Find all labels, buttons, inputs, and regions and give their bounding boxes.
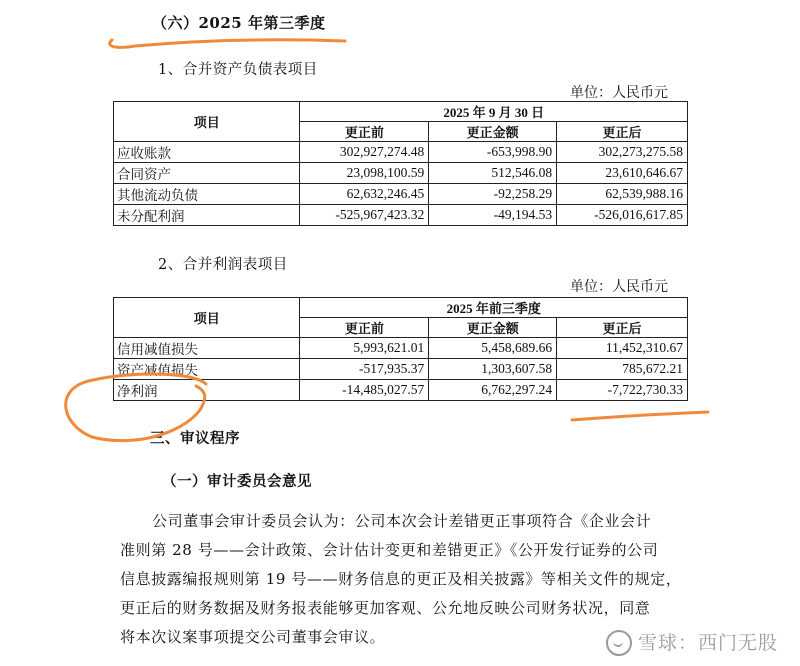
table-header-row [114,298,688,318]
section-review-procedure: 三、审议程序 [150,430,240,447]
cell: 23,610,646.67 [557,163,688,184]
cell: -653,998.90 [429,142,557,163]
cell: 5,993,621.01 [300,338,429,359]
net-profit-underline-stroke [572,412,708,420]
header-period: 2025 年前三季度 [300,298,688,318]
paragraph-line: 准则第 28 号——会计政策、会计估计变更和差错更正》《公开发行证券的公司 [120,541,659,559]
table-row [114,142,688,163]
table-row [114,184,688,205]
row-label: 资产减值损失 [114,359,300,380]
row-label: 信用减值损失 [114,338,300,359]
cell: 1,303,607.58 [429,359,557,380]
row-label: 净利润 [114,380,300,401]
paragraph-line: 更正后的财务数据及财务报表能够更加客观、公允地反映公司财务状况，同意 [120,599,651,617]
col-after: 更正后 [557,318,688,338]
watermark-text: 雪球：西门无股 [637,631,778,654]
row-label: 合同资产 [114,163,300,184]
row-label: 应收账款 [114,142,300,163]
paragraph-line: 将本次议案事项提交公司董事会审议。 [120,628,386,646]
cell: 23,098,100.59 [300,163,429,184]
income-statement-table [113,297,688,401]
cell: 512,546.08 [429,163,557,184]
subsection-income-statement: 2、合并利润表项目 [158,257,288,273]
table-row [114,359,688,380]
cell: 62,539,988.16 [557,184,688,205]
balance-sheet-table [113,101,688,226]
cell: -7,722,730.33 [557,380,688,401]
table-header-row [114,102,688,122]
cell: 785,672.21 [557,359,688,380]
table-row [114,205,688,226]
cell: 302,927,274.48 [300,142,429,163]
section-title: （六）2025 年第三季度 [152,14,326,32]
cell: 62,632,246.45 [300,184,429,205]
col-before: 更正前 [300,122,429,142]
cell: -49,194.53 [429,205,557,226]
header-item: 项目 [114,102,300,142]
row-label: 其他流动负债 [114,184,300,205]
header-item: 项目 [114,298,300,338]
table-row [114,380,688,401]
col-adjustment: 更正金额 [429,318,557,338]
cell: -517,935.37 [300,359,429,380]
subsection-balance-sheet: 1、合并资产负债表项目 [158,62,318,78]
cell: 6,762,297.24 [429,380,557,401]
header-period: 2025 年 9 月 30 日 [300,102,688,122]
row-label: 未分配利润 [114,205,300,226]
subsection-audit-committee: （一）审计委员会意见 [162,473,312,490]
col-before: 更正前 [300,318,429,338]
table-row [114,163,688,184]
cell: -525,967,423.32 [300,205,429,226]
paragraph-line: 信息披露编报规则第 19 号——财务信息的更正及相关披露》等相关文件的规定， [120,570,682,588]
cell: 11,452,310.67 [557,338,688,359]
unit-label-1: 单位：人民币元 [570,85,668,101]
snowball-logo-icon [606,630,632,656]
cell: 302,273,275.58 [557,142,688,163]
col-adjustment: 更正金额 [429,122,557,142]
unit-label-2: 单位：人民币元 [570,279,668,295]
col-after: 更正后 [557,122,688,142]
watermark [606,628,778,657]
paragraph-line: 公司董事会审计委员会认为：公司本次会计差错更正事项符合《企业会计 [152,512,652,530]
cell: -526,016,617.85 [557,205,688,226]
cell: -14,485,027.57 [300,380,429,401]
title-underline-stroke [110,40,345,48]
cell: 5,458,689.66 [429,338,557,359]
table-row [114,338,688,359]
cell: -92,258.29 [429,184,557,205]
